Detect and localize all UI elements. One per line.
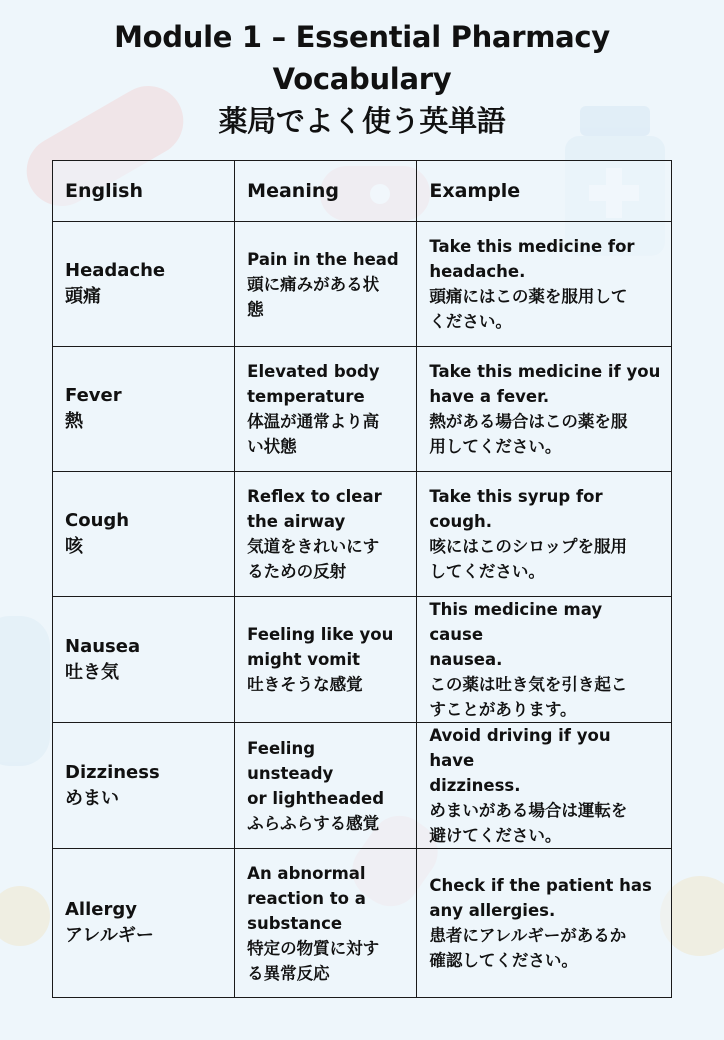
meaning-line: the airway [247, 512, 346, 531]
vocabulary-table [52, 160, 672, 998]
table-row [53, 849, 672, 998]
meaning-line: 吐きそうな感覚 [247, 675, 363, 694]
meaning-line: 態 [247, 299, 264, 319]
term-cell [53, 347, 235, 472]
meaning-cell [235, 597, 417, 723]
term-japanese: めまい [65, 787, 119, 809]
page-title [0, 16, 724, 142]
table-row [53, 347, 672, 472]
example-line: nausea. [429, 650, 503, 669]
term-english: Allergy [65, 899, 137, 920]
meaning-line: い状態 [247, 437, 297, 456]
example-line: This medicine may cause [429, 600, 603, 644]
term-japanese: 熱 [65, 411, 83, 432]
example-line: 用してください。 [429, 437, 562, 456]
term-english: Fever [65, 385, 122, 406]
example-line: any allergies. [429, 901, 556, 920]
meaning-line: might vomit [247, 650, 361, 669]
example-cell [417, 472, 672, 597]
meaning-cell [235, 723, 417, 849]
example-cell [417, 347, 672, 472]
example-line: headache. [429, 262, 526, 281]
example-cell [417, 723, 672, 849]
term-cell [53, 472, 235, 597]
meaning-line: Feeling like you [247, 625, 394, 644]
example-cell [417, 222, 672, 347]
example-line: 頭痛にはこの薬を服用して [429, 287, 628, 306]
example-line: ください。 [429, 312, 512, 331]
example-line: 避けてください。 [429, 826, 562, 845]
example-line: 熱がある場合はこの薬を服 [429, 412, 628, 431]
example-line: 咳にはこのシロップを服用 [429, 537, 628, 556]
example-line: してください。 [429, 562, 545, 581]
meaning-line: temperature [247, 387, 365, 406]
example-line: Avoid driving if you have [429, 726, 611, 770]
term-cell [53, 222, 235, 347]
meaning-line: Pain in the head [247, 249, 399, 269]
term-english: Dizziness [65, 761, 160, 783]
example-line: Take this syrup for cough. [429, 487, 603, 531]
header-meaning: Meaning [235, 161, 417, 222]
meaning-line: 気道をきれいにす [247, 537, 380, 556]
term-cell [53, 597, 235, 723]
table-row [53, 222, 672, 347]
table-header-row [53, 161, 672, 222]
table-row [53, 597, 672, 723]
meaning-line: Reflex to clear [247, 487, 382, 506]
meaning-cell [235, 849, 417, 998]
example-line: Take this medicine if you [429, 362, 661, 381]
example-line: have a fever. [429, 387, 550, 406]
term-cell [53, 723, 235, 849]
example-cell [417, 849, 672, 998]
meaning-line: Feeling unsteady [247, 738, 334, 783]
meaning-cell [235, 347, 417, 472]
header-example: Example [417, 161, 672, 222]
meaning-line: An abnormal [247, 863, 366, 883]
meaning-line: Elevated body [247, 362, 380, 381]
example-line: 患者にアレルギーがあるか [429, 926, 627, 945]
meaning-line: るための反射 [247, 562, 347, 581]
title-line-2: Vocabulary [272, 62, 452, 96]
example-line: Take this medicine for [429, 237, 635, 256]
example-line: この薬は吐き気を引き起こ [429, 675, 628, 694]
term-english: Cough [65, 510, 130, 531]
meaning-line: 特定の物質に対す [247, 938, 380, 958]
term-english: Nausea [65, 635, 141, 657]
example-cell [417, 597, 672, 723]
example-line: 確認してください。 [429, 951, 578, 970]
meaning-line: reaction to a [247, 888, 366, 908]
term-japanese: アレルギー [65, 925, 154, 946]
table-row [53, 472, 672, 597]
header-english: English [53, 161, 235, 222]
meaning-cell [235, 222, 417, 347]
meaning-cell [235, 472, 417, 597]
example-line: Check if the patient has [429, 876, 652, 895]
meaning-line: or lightheaded [247, 788, 385, 808]
title-line-1: Module 1 – Essential Pharmacy [114, 20, 610, 54]
meaning-line: substance [247, 913, 343, 933]
example-line: すことがあります。 [429, 700, 577, 719]
example-line: dizziness. [429, 776, 521, 795]
table-row [53, 723, 672, 849]
title-line-3-japanese: 薬局でよく使う英単語 [218, 104, 506, 138]
example-line: めまいがある場合は運転を [429, 801, 628, 820]
meaning-line: 頭に痛みがある状 [247, 274, 380, 294]
term-japanese: 頭痛 [65, 286, 101, 307]
term-english: Headache [65, 260, 166, 281]
meaning-line: 体温が通常より高 [247, 412, 380, 431]
term-japanese: 吐き気 [65, 661, 119, 683]
term-cell [53, 849, 235, 998]
meaning-line: ふらふらする感覚 [247, 813, 380, 833]
meaning-line: る異常反応 [247, 963, 330, 983]
term-japanese: 咳 [65, 536, 83, 557]
